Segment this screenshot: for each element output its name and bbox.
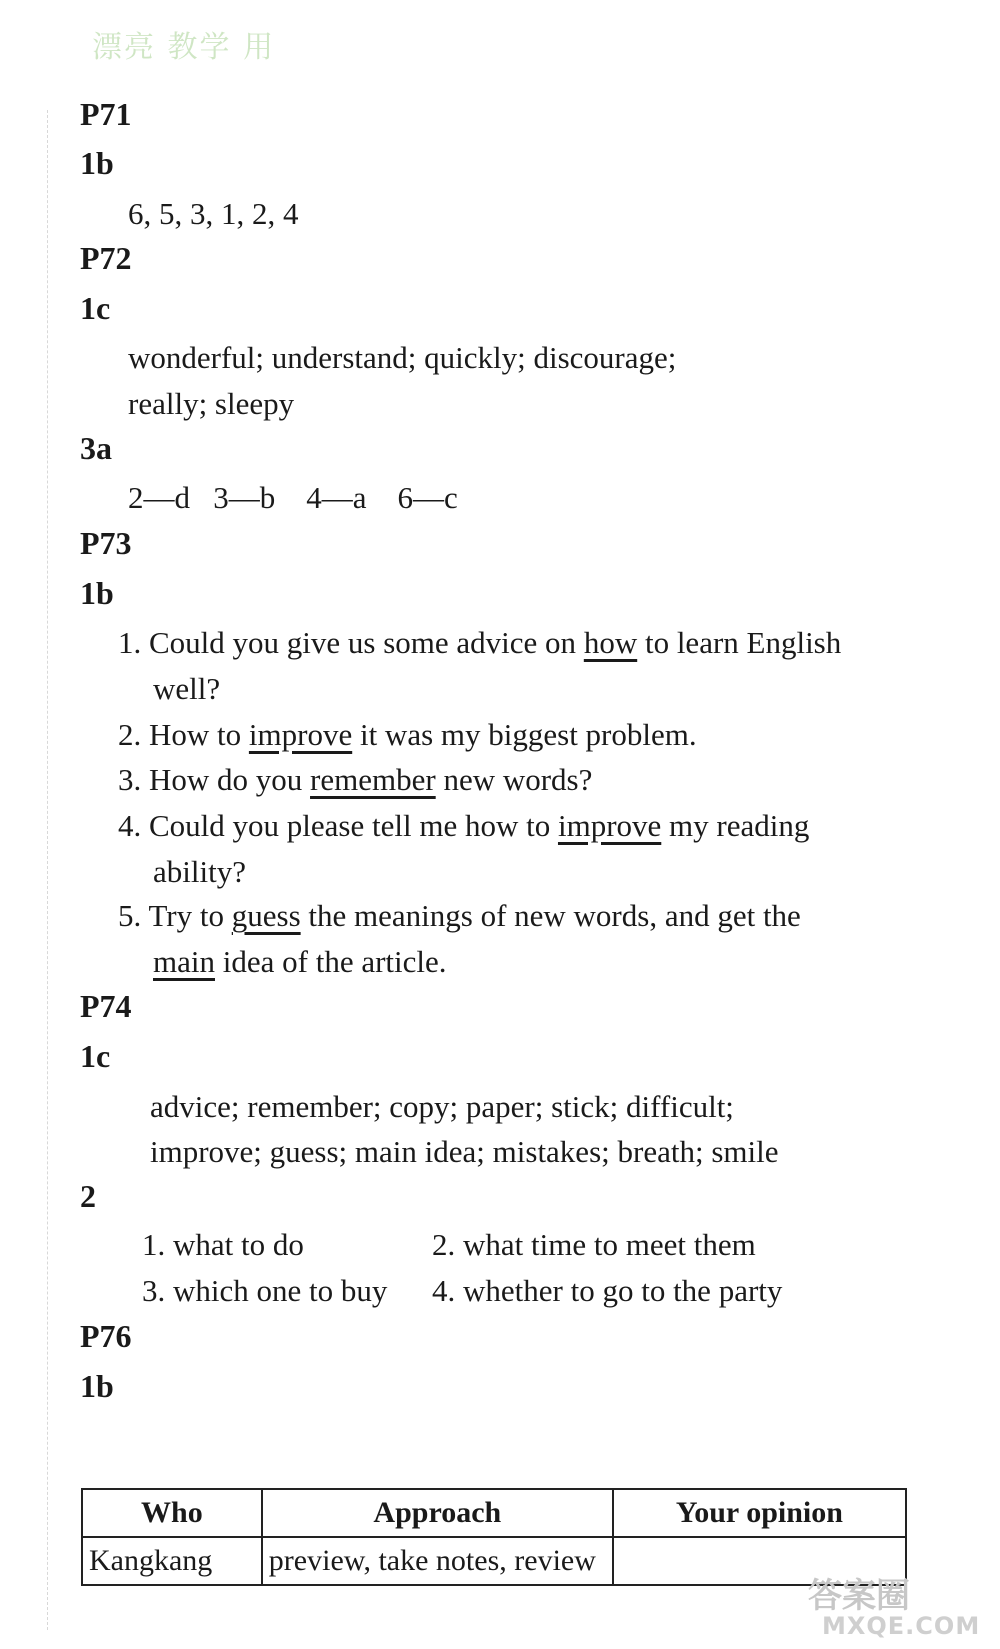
item-number: 2. (118, 717, 142, 752)
sentence-text: new words? (435, 762, 593, 797)
sentence-text: Try to (148, 898, 232, 933)
underlined-answer: improve (248, 717, 353, 752)
watermark-brand: 答案圈 (808, 1576, 910, 1616)
sentence-2 (118, 717, 697, 753)
sentence-1-line2: well? (153, 671, 221, 706)
page-heading-p74: P74 (80, 988, 132, 1024)
sentence-text: the meanings of new words, and get the (300, 898, 801, 933)
header-logo: 漂亮 教学 用 (92, 30, 276, 65)
sentence-text: idea of the article. (215, 944, 447, 979)
underlined-answer: main (153, 944, 215, 979)
sentence-3 (118, 762, 592, 798)
sentence-text: How do you (149, 762, 311, 797)
answer-p72-1c-line2: really; sleepy (128, 386, 295, 421)
sentence-text: Could you give us some advice on (149, 625, 584, 660)
exercise-label-p73-1b: 1b (80, 575, 114, 611)
answer-p74-2-item3: 3. which one to buy (142, 1273, 388, 1308)
answer-p74-1c-line2: improve; guess; main idea; mistakes; breath; smile (150, 1134, 779, 1169)
answer-item: 6—c (397, 480, 458, 515)
table-row (82, 1537, 906, 1585)
sentence-text: it was my biggest problem. (352, 717, 697, 752)
page-heading-p72: P72 (80, 240, 132, 276)
answer-item: 2—d (128, 480, 190, 515)
sentence-1 (118, 625, 841, 661)
page-heading-p73: P73 (80, 525, 132, 561)
column-header-who: Who (82, 1489, 262, 1537)
exercise-label-p72-1c: 1c (80, 290, 111, 326)
column-header-approach: Approach (262, 1489, 613, 1537)
underlined-answer: remember (310, 762, 436, 797)
table-header-row (82, 1489, 906, 1537)
approach-table (81, 1488, 907, 1586)
answer-p71-1b: 6, 5, 3, 1, 2, 4 (128, 196, 299, 231)
answer-p74-2-item4: 4. whether to go to the party (432, 1273, 783, 1308)
answer-item: 4—a (306, 480, 367, 515)
underlined-answer: improve (557, 808, 662, 843)
exercise-label-p74-2: 2 (80, 1178, 96, 1214)
item-number: 3. (118, 762, 142, 797)
exercise-label-p74-1c: 1c (80, 1038, 111, 1074)
answer-p74-1c-line1: advice; remember; copy; paper; stick; difficult; (150, 1089, 734, 1124)
sentence-5 (118, 898, 801, 934)
exercise-label-p72-3a: 3a (80, 430, 112, 466)
sentence-4-line2: ability? (153, 854, 246, 889)
sentence-text: my reading (661, 808, 810, 843)
answer-p74-2-item1: 1. what to do (142, 1227, 304, 1262)
sentence-text: to learn English (637, 625, 842, 660)
answer-p74-2-item2: 2. what time to meet them (432, 1227, 756, 1262)
answer-item: 3—b (213, 480, 276, 515)
item-number: 5. (118, 898, 142, 933)
column-header-opinion: Your opinion (613, 1489, 906, 1537)
sentence-text: Could you please tell me how to (149, 808, 558, 843)
page-heading-p76: P76 (80, 1318, 132, 1354)
exercise-label-p76-1b: 1b (80, 1368, 114, 1404)
sentence-4 (118, 808, 809, 844)
item-number: 1. (118, 625, 142, 660)
table-cell-approach: preview, take notes, review (262, 1537, 613, 1585)
underlined-answer: how (583, 625, 638, 660)
page-heading-p71: P71 (80, 96, 132, 132)
answer-p72-1c-line1: wonderful; understand; quickly; discourage; (128, 340, 677, 375)
sentence-5-line2 (153, 944, 447, 980)
table-cell-who: Kangkang (82, 1537, 262, 1585)
item-number: 4. (118, 808, 142, 843)
watermark-site: MXQE.COM (822, 1612, 981, 1640)
sentence-text: How to (149, 717, 249, 752)
exercise-label-p71-1b: 1b (80, 145, 114, 181)
margin-line (47, 110, 48, 1630)
answer-p72-3a (128, 480, 458, 516)
underlined-answer: guess (231, 898, 301, 933)
